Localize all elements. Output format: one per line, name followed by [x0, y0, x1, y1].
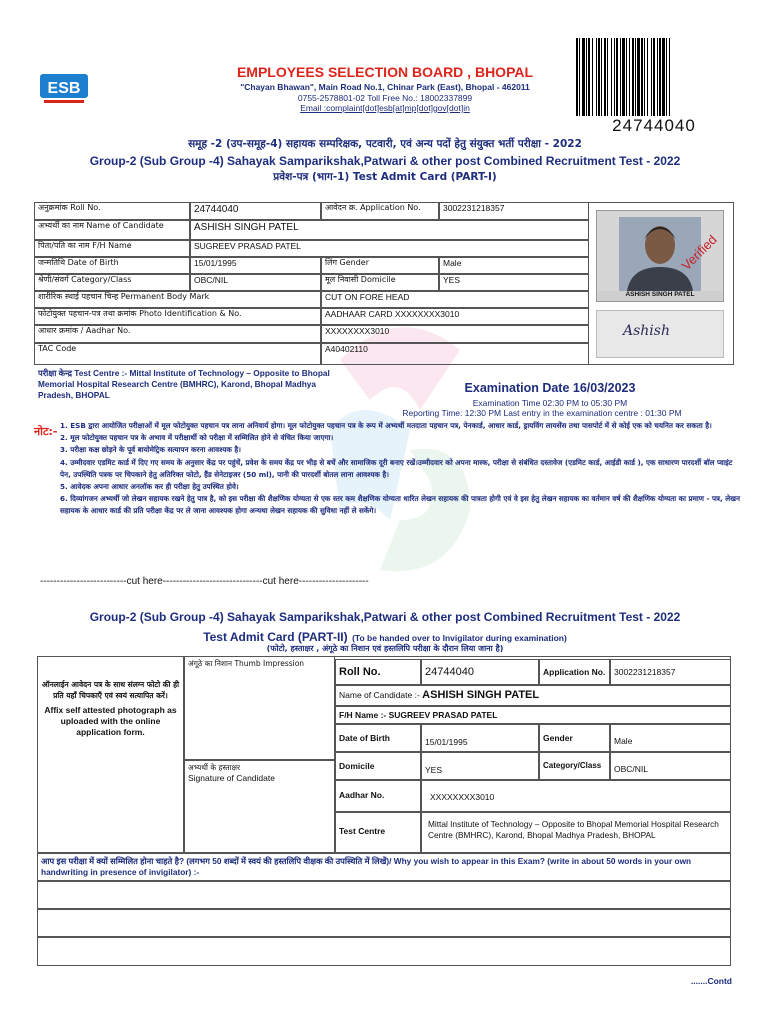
p2-name-label: Name of Candidate :- — [339, 690, 420, 700]
board-email[interactable]: Email :complaint[dot]esb[at]mp[dot]gov[dot]in — [300, 103, 470, 113]
board-address: "Chayan Bhawan", Main Road No.1, Chinar Park (East), Bhopal - 462011 — [240, 82, 530, 92]
p2-aadhar-label: Aadhar No. — [335, 780, 421, 812]
esb-logo — [40, 72, 88, 106]
handwriting-question: आप इस परीक्षा में क्यों सम्मिलित होना चाहते है? (लगभग 50 शब्दों में स्वयं की हस्तलिपि वीक्षक की उपस्थिति में लिखें)/ Why you wish to appear in this Exam? (write in about 50 words in your own handwriting in presence of invigilator) :- — [37, 853, 731, 881]
p2-dob-label: Date of Birth — [335, 724, 421, 752]
thumb-label: अंगूठे का निशान Thumb Impression — [188, 659, 305, 668]
notes-list — [60, 420, 740, 518]
photo-id-label: फोटोयुक्त पहचान-पत्र तथा क्रमांक Photo Identification & No. — [34, 308, 321, 325]
exam-date: Examination Date 16/03/2023 — [464, 381, 636, 395]
p2-domicile-label: Domicile — [335, 752, 421, 780]
p2-centre-value: Mittal Institute of Technology – Opposite to Bhopal Memorial Hospital Research Centre (BMHRC), Karond, Bhopal Madhya Pradesh, BHOPAL — [421, 812, 731, 853]
handwriting-line-1[interactable] — [37, 881, 731, 909]
p2-father-label: F/H Name :- — [339, 710, 387, 720]
handwriting-line-3[interactable] — [37, 937, 731, 966]
signature-label: Signature of Candidate — [188, 773, 275, 783]
p2-father-row — [335, 706, 731, 724]
roll-no-value: 24744040 — [190, 202, 321, 220]
note-item: 6. दिव्यांगजन अभ्यर्थी जो लेखन सहायक रखने हेतु पात्र है, को इस परीक्षा की शैक्षणिक योग्यता से एक स्तर कम शैक्षणिक योग्यता धारित लेखन सहायक की पात्रता होगी एवं वे इस हेतु लेखन सहायक का वर्तमान वर्ष की शैक्षणिक योग्यता का प्रमाण - पत्र, लेखन सहायक के आधार कार्ड की प्रति परीक्षा केंद्र पर ले जाना आवश्यक होगा अन्यथा लेखन सहायक की सुविधा नहीं ले सकेंगे। — [60, 494, 740, 516]
father-value: SUGREEV PRASAD PATEL — [190, 240, 589, 257]
note-item: 5. आवेदक अपना आधार अनलॉक कर ही परीक्षा हेतु उपस्थित होवे। — [60, 482, 239, 492]
barcode — [576, 38, 726, 116]
dob-label: जन्मतिथि Date of Birth — [34, 257, 190, 274]
part2-title: Group-2 (Sub Group -4) Sahayak Samparikshak,Patwari & other post Combined Recruitment Test - 2022 — [89, 610, 681, 624]
note-item: 4. उम्मीदवार एडमिट कार्ड में दिए गए समय के अनुसार केंद्र पर पहुंचें, प्रवेश के समय केंद्र पर भीड़ से बचें और सामाजिक दूरी बनाए रखें।उम्मीदवार को अपना मास्क, परीक्षा से संबंधित दस्तावेज (एडमिट कार्ड, आईडी कार्ड ), एक साधारण पारदर्शी बॉल प्वाइंट पेन, उपस्थिति पत्रक पर चिपकाने हेतु अतिरिक्त फोटो, हैंड सेनेटाइजर (50 ml), पानी की पारदर्शी बोतल लाना आवश्यक है। — [60, 457, 733, 479]
p2-gender-label: Gender — [539, 724, 610, 752]
thumb-impression-box — [184, 656, 335, 760]
p2-category-label: Category/Class — [539, 752, 610, 780]
category-value: OBC/NIL — [190, 274, 321, 291]
p2-aadhar-value: XXXXXXXX3010 — [421, 780, 731, 812]
p2-application-label: Application No. — [539, 659, 610, 685]
p2-name-value: ASHISH SINGH PATEL — [422, 689, 540, 701]
dob-value: 15/01/1995 — [190, 257, 321, 274]
p2-category-value: OBC/NIL — [610, 752, 731, 780]
p2-name-row — [335, 685, 731, 706]
barcode-number: 24744040 — [612, 116, 696, 135]
exam-title-hindi: समूह -2 (उप-समूह-4) सहायक सम्परिक्षक, पटवारी, एवं अन्य पदों हेतु संयुक्त भर्ती परीक्षा - 2022 — [188, 138, 582, 150]
photo-id-value: AADHAAR CARD XXXXXXXX3010 — [321, 308, 589, 325]
roll-no-label: अनुक्रमांक Roll No. — [34, 202, 190, 220]
note-item: 3. परीक्षा कक्ष छोड़ने के पूर्व बायोमेट्रिक सत्यापन करना आवश्यक है। — [60, 445, 241, 455]
part2-subtitle-main: Test Admit Card (PART-II) — [203, 630, 348, 644]
p2-roll-label: Roll No. — [335, 659, 421, 685]
photo-instruction-hindi: ऑनलाईन आवेदन पत्र के साथ संलग्न फोटो की ही प्रति यहाँ चिपकाएँ एवं स्वयं सत्यापित करें। — [41, 680, 180, 700]
gender-value: Male — [439, 257, 589, 274]
photo-affix-box — [37, 656, 184, 853]
aadhar-value: XXXXXXXX3010 — [321, 325, 589, 343]
candidate-signature-image — [596, 310, 724, 358]
application-label: आवेदन क्र. Application No. — [321, 202, 439, 220]
photo-caption: ASHISH SINGH PATEL — [625, 291, 695, 298]
continued-label: .......Contd — [690, 976, 732, 986]
signature-box — [184, 760, 335, 853]
p2-roll-value: 24744040 — [421, 659, 539, 685]
part2-subtitle-note: (To be handed over to Invigilator during examination) — [352, 633, 567, 643]
candidate-photo — [596, 210, 724, 302]
signature-label-hindi: अभ्यर्थी के हस्ताक्षर — [188, 763, 241, 772]
tac-value: A40402110 — [321, 343, 589, 365]
photo-instruction-english: Affix self attested photograph as uploaded with the online application form. — [44, 705, 177, 737]
cut-line: --------------------------cut here------------------------------cut here--------------------- — [40, 576, 369, 587]
note-item: 2. मूल फोटोयुक्त पहचान पत्र के अभाव में परीक्षार्थी को परीक्षा में सम्मिलित होने से वंचित किया जाएगा। — [60, 433, 334, 443]
note-item: 1. ESB द्वारा आयोजित परीक्षाओं में मूल फोटोयुक्त पहचान पत्र लाना अनिवार्य होगा। मूल फोटोयुक्त पहचान पत्र के रूप में अभ्यर्थी मतदाता पहचान पत्र, पेनकार्ड, आधार कार्ड, ड्रायविंग लायसेंस तथा पासपोर्ट में से कोई एक को चयनित कर सकता है। — [60, 421, 712, 430]
p2-father-value: SUGREEV PRASAD PATEL — [388, 710, 498, 720]
p2-dob-value: 15/01/1995 — [421, 724, 539, 752]
gender-label: लिंग Gender — [321, 257, 439, 274]
application-value: 3002231218357 — [439, 202, 589, 220]
body-mark-value: CUT ON FORE HEAD — [321, 291, 589, 308]
father-label: पिता/पति का नाम F/H Name — [34, 240, 190, 257]
admit-card-subtitle: प्रवेश-पत्र (भाग-1) Test Admit Card (PART-I) — [273, 171, 497, 183]
category-label: श्रेणी/संवर्ग Category/Class — [34, 274, 190, 291]
p2-centre-label: Test Centre — [335, 812, 421, 853]
reporting-time: Reporting Time: 12:30 PM Last entry in the examination centre : 01:30 PM — [402, 408, 682, 418]
tac-label: TAC Code — [34, 343, 321, 365]
domicile-value: YES — [439, 274, 589, 291]
test-centre-part1: परीक्षा केन्द्र Test Centre :- Mittal Institute of Technology – Opposite to Bhopal Memorial Hospital Research Centre (BMHRC), Karond, Bhopal Madhya Pradesh, BHOPAL — [38, 368, 330, 400]
name-value: ASHISH SINGH PATEL — [190, 220, 589, 240]
verified-stamp: Verified — [678, 231, 720, 274]
board-phone: 0755-2578801-02 Toll Free No.: 18002337899 — [297, 93, 473, 103]
aadhar-label: आधार क्रमांक / Aadhar No. — [34, 325, 321, 343]
body-mark-label: शारीरिक स्थाई पहचान चिन्ह Permanent Body Mark — [34, 291, 321, 308]
exam-time: Examination Time 02:30 PM to 05:30 PM — [472, 398, 628, 408]
domicile-label: मूल निवासी Domicile — [321, 274, 439, 291]
p2-domicile-value: YES — [421, 752, 539, 780]
p2-gender-value: Male — [610, 724, 731, 752]
part2-subtitle-hindi: (फोटो, हस्ताक्षर , अंगूठे का निशान एवं हस्तलिपि परीक्षा के दौरान लिया जाना है) — [266, 644, 504, 653]
notes-label: नोट:- — [34, 425, 58, 438]
p2-application-value: 3002231218357 — [610, 659, 731, 685]
board-name: EMPLOYEES SELECTION BOARD , BHOPAL — [236, 64, 534, 80]
signature-text: Ashish — [623, 323, 670, 339]
exam-title-english: Group-2 (Sub Group -4) Sahayak Samparikshak,Patwari & other post Combined Recruitment Test - 2022 — [89, 154, 681, 168]
name-label: अभ्यर्थी का नाम Name of Candidate — [34, 220, 190, 240]
handwriting-line-2[interactable] — [37, 909, 731, 937]
logo-text: ESB — [47, 80, 81, 97]
